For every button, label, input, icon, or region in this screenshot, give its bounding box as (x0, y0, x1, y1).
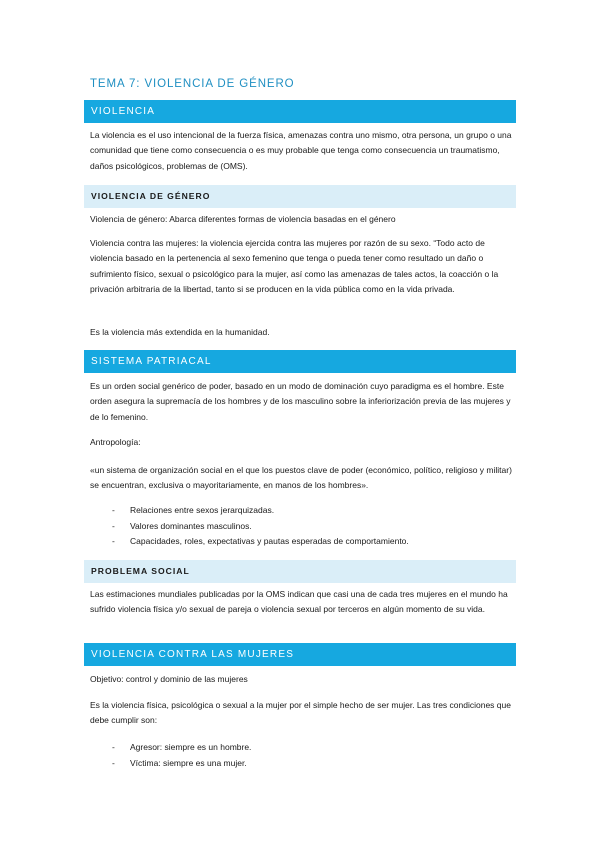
paragraph-antropologia-label: Antropología: (90, 437, 141, 447)
list-item-text: Agresor: siempre es un hombre. (130, 742, 252, 752)
list-item (90, 519, 515, 535)
section-heading-violencia-mujeres: VIOLENCIA CONTRA LAS MUJERES (84, 643, 516, 666)
paragraph-objetivo: Objetivo: control y dominio de las mujeres (90, 674, 248, 684)
paragraph-violencia-extendida: Es la violencia más extendida en la humanidad. (90, 327, 270, 337)
bullet-dash: - (112, 742, 115, 752)
paragraph-estimaciones-oms: Las estimaciones mundiales publicadas por la OMS indican que casi una de cada tres mujeres en el mundo ha sufrido violencia física y/o sexual de pareja o violencia sexual por terceros en algún momento de su vida. (90, 589, 508, 615)
paragraph-tres-condiciones: Es la violencia física, psicológica o sexual a la mujer por el simple hecho de ser mujer. Las tres condiciones que debe cumplir son: (90, 700, 511, 726)
list-item (90, 756, 515, 772)
list-item-text: Capacidades, roles, expectativas y pautas esperadas de comportamiento. (130, 536, 409, 546)
list-item (90, 740, 515, 756)
bullet-dash: - (112, 520, 115, 531)
paragraph-violencia-contra-mujeres: Violencia contra las mujeres: la violencia ejercida contra las mujeres por razón de su sexo. “Todo acto de violencia basado en la pertenencia al sexo femenino que tenga o pueda tener como resultado un daño o sufrimiento físico, sexual o psicológico para la mujer, así como las amenazas de tales actos, la coacción o la privación arbitraria de la libertad, tanto si se producen en la vida pública como en la vida privada. (90, 238, 499, 294)
list-item (90, 503, 515, 519)
section-heading-violencia-genero: VIOLENCIA DE GÉNERO (84, 185, 516, 208)
paragraph-violencia-definition: La violencia es el uso intencional de la fuerza física, amenazas contra uno mismo, otra persona, un grupo o una comunidad que tiene como consecuencia o es muy probable que tenga como consecuencia un traumatismo, daños psicológicos, problemas de (OMS). (90, 130, 512, 171)
list-sistema-patriacal (90, 503, 515, 550)
bullet-dash: - (112, 536, 115, 546)
section-heading-violencia: VIOLENCIA (84, 100, 516, 123)
list-item-text: Valores dominantes masculinos. (130, 520, 252, 531)
list-item-text: Relaciones entre sexos jerarquizadas. (130, 505, 275, 515)
section-heading-problema-social: PROBLEMA SOCIAL (84, 560, 516, 583)
document-title: TEMA 7: VIOLENCIA DE GÉNERO (90, 78, 295, 90)
bullet-dash: - (112, 757, 115, 768)
list-item-text: Víctima: siempre es una mujer. (130, 757, 247, 768)
bullet-dash: - (112, 505, 115, 515)
section-heading-sistema-patriacal: SISTEMA PATRIACAL (84, 350, 516, 373)
paragraph-orden-social: Es un orden social genérico de poder, basado en un modo de dominación cuyo paradigma es el hombre. Este orden asegura la supremacía de los hombres y de los masculino sobre la inferiorización previa de las mujeres y de lo femenino. (90, 381, 511, 422)
list-item (90, 534, 515, 550)
list-condiciones (90, 740, 515, 771)
paragraph-violencia-genero-definition: Violencia de género: Abarca diferentes formas de violencia basadas en el género (90, 214, 396, 224)
paragraph-antropologia-definition: «un sistema de organización social en el que los puestos clave de poder (económico, político, religioso y militar) se encuentran, exclusiva o mayoritariamente, en manos de los hombres». (90, 465, 512, 491)
